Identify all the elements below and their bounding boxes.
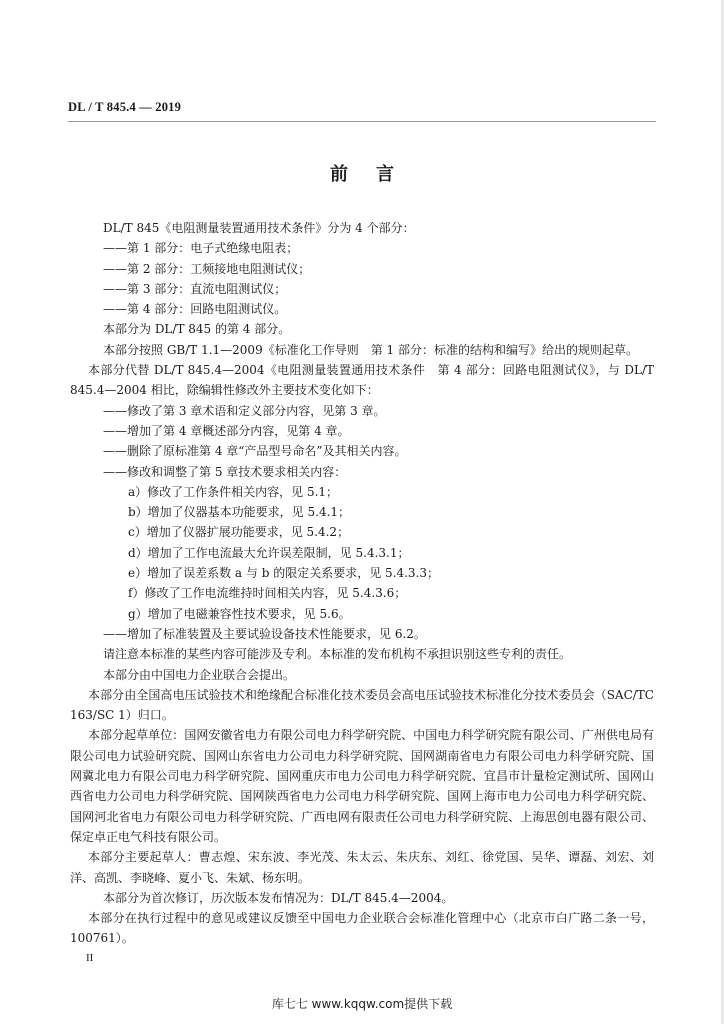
standard-code-header: DL / T 845.4 — 2019 [68,100,182,114]
paragraph-drafting-units: 本部分起草单位：国网安徽省电力有限公司电力科学研究院、中国电力科学研究院有限公司、广州供电局有限公司电力试验研究院、国网山东省电力公司电力科学研究院、国网湖南省电力有限公司电力科学研究院、国网冀北电力有限公司电力科学研究院、国网重庆市电力公司电力科学研究院、宜昌市计量检定测试所、国网山西省电力公司电力科学研究院、国网陕西省电力公司电力科学研究院、国网上海市电力公司电力科学研究院、国网河北省电力有限公司电力科学研究院、广西电网有限责任公司电力科学研究院、上海思创电器有限公司、保定卓正电气科技有限公司。 [70,728,654,844]
list-item-part-2: ——第 2 部分：工频接地电阻测试仪； [103,261,311,276]
change-item: ——修改了第 3 章术语和定义部分内容，见第 3 章。 [103,403,386,418]
sub-item-g: g）增加了电磁兼容性技术要求，见 5.6。 [128,606,351,621]
paragraph-under-jurisdiction: 本部分由全国高电压试验技术和绝缘配合标准化技术委员会高电压试验技术标准化分技术委员会（SAC/TC 163/SC 1）归口。 [70,687,654,723]
page-number: II [86,952,94,964]
paragraph-intro: DL/T 845《电阻测量装置通用技术条件》分为 4 个部分： [103,221,415,235]
paragraph-proposed-by: 本部分由中国电力企业联合会提出。 [103,667,296,682]
page-title: 前言 [330,164,422,185]
change-item: ——删除了原标准第 4 章“产品型号命名”及其相关内容。 [103,444,407,459]
sub-item-a: a）修改了工作条件相关内容，见 5.1； [128,484,339,499]
paragraph-revision-history: 本部分为首次修订，历次版本发布情况为：DL/T 845.4—2004。 [103,890,454,905]
sub-item-f: f）修改了工作电流维持时间相关内容，见 5.4.3.6； [128,586,407,601]
list-item-part-1: ——第 1 部分：电子式绝缘电阻表； [103,241,299,256]
download-watermark: 库七七 www.kqqw.com提供下载 [271,997,453,1011]
paragraph-feedback: 本部分在执行过程中的意见或建议反馈至中国电力企业联合会标准化管理中心（北京市白广路二条一号，100761）。 [70,911,654,946]
list-item-part-4: ——第 4 部分：回路电阻测试仪。 [103,302,287,317]
change-item: ——增加了标准装置及主要试验设备技术性能要求，见 6.2。 [103,626,426,641]
header-divider [68,121,656,122]
sub-item-e: e）增加了误差系数 a 与 b 的限定关系要求，见 5.4.3.3； [128,566,439,581]
change-item: ——增加了第 4 章概述部分内容，见第 4 章。 [103,423,350,438]
change-item: ——修改和调整了第 5 章技术要求相关内容： [103,464,347,479]
list-item-part-3: ——第 3 部分：直流电阻测试仪； [103,281,287,296]
paragraph-drafting-rules: 本部分按照 GB/T 1.1—2009《标准化工作导则 第 1 部分：标准的结构和编写》给出的规则起草。 [103,342,638,357]
paragraph-patent-notice: 请注意本标准的某些内容可能涉及专利。本标准的发布机构不承担识别这些专利的责任。 [103,647,572,662]
sub-item-d: d）增加了工作电流最大允许误差限制，见 5.4.3.1； [128,545,410,560]
paragraph-this-part: 本部分为 DL/T 845 的第 4 部分。 [103,322,291,337]
paragraph-replaces: 本部分代替 DL/T 845.4—2004《电阻测量装置通用技术条件 第 4 部分：回路电阻测试仪》，与 DL/T 845.4—2004 相比，除编辑性修改外主要技术变化如下： [70,363,654,398]
sub-item-b: b）增加了仪器基本功能要求，见 5.4.1； [128,505,351,520]
foreword-body [70,218,654,949]
sub-item-c: c）增加了仪器扩展功能要求，见 5.4.2； [128,525,350,540]
paragraph-drafters: 本部分主要起草人：曹志煌、宋东波、李光茂、朱太云、朱庆东、刘红、徐党国、吴华、谭磊、刘宏、刘洋、高凯、李晓峰、夏小飞、朱斌、杨东明。 [70,850,654,885]
